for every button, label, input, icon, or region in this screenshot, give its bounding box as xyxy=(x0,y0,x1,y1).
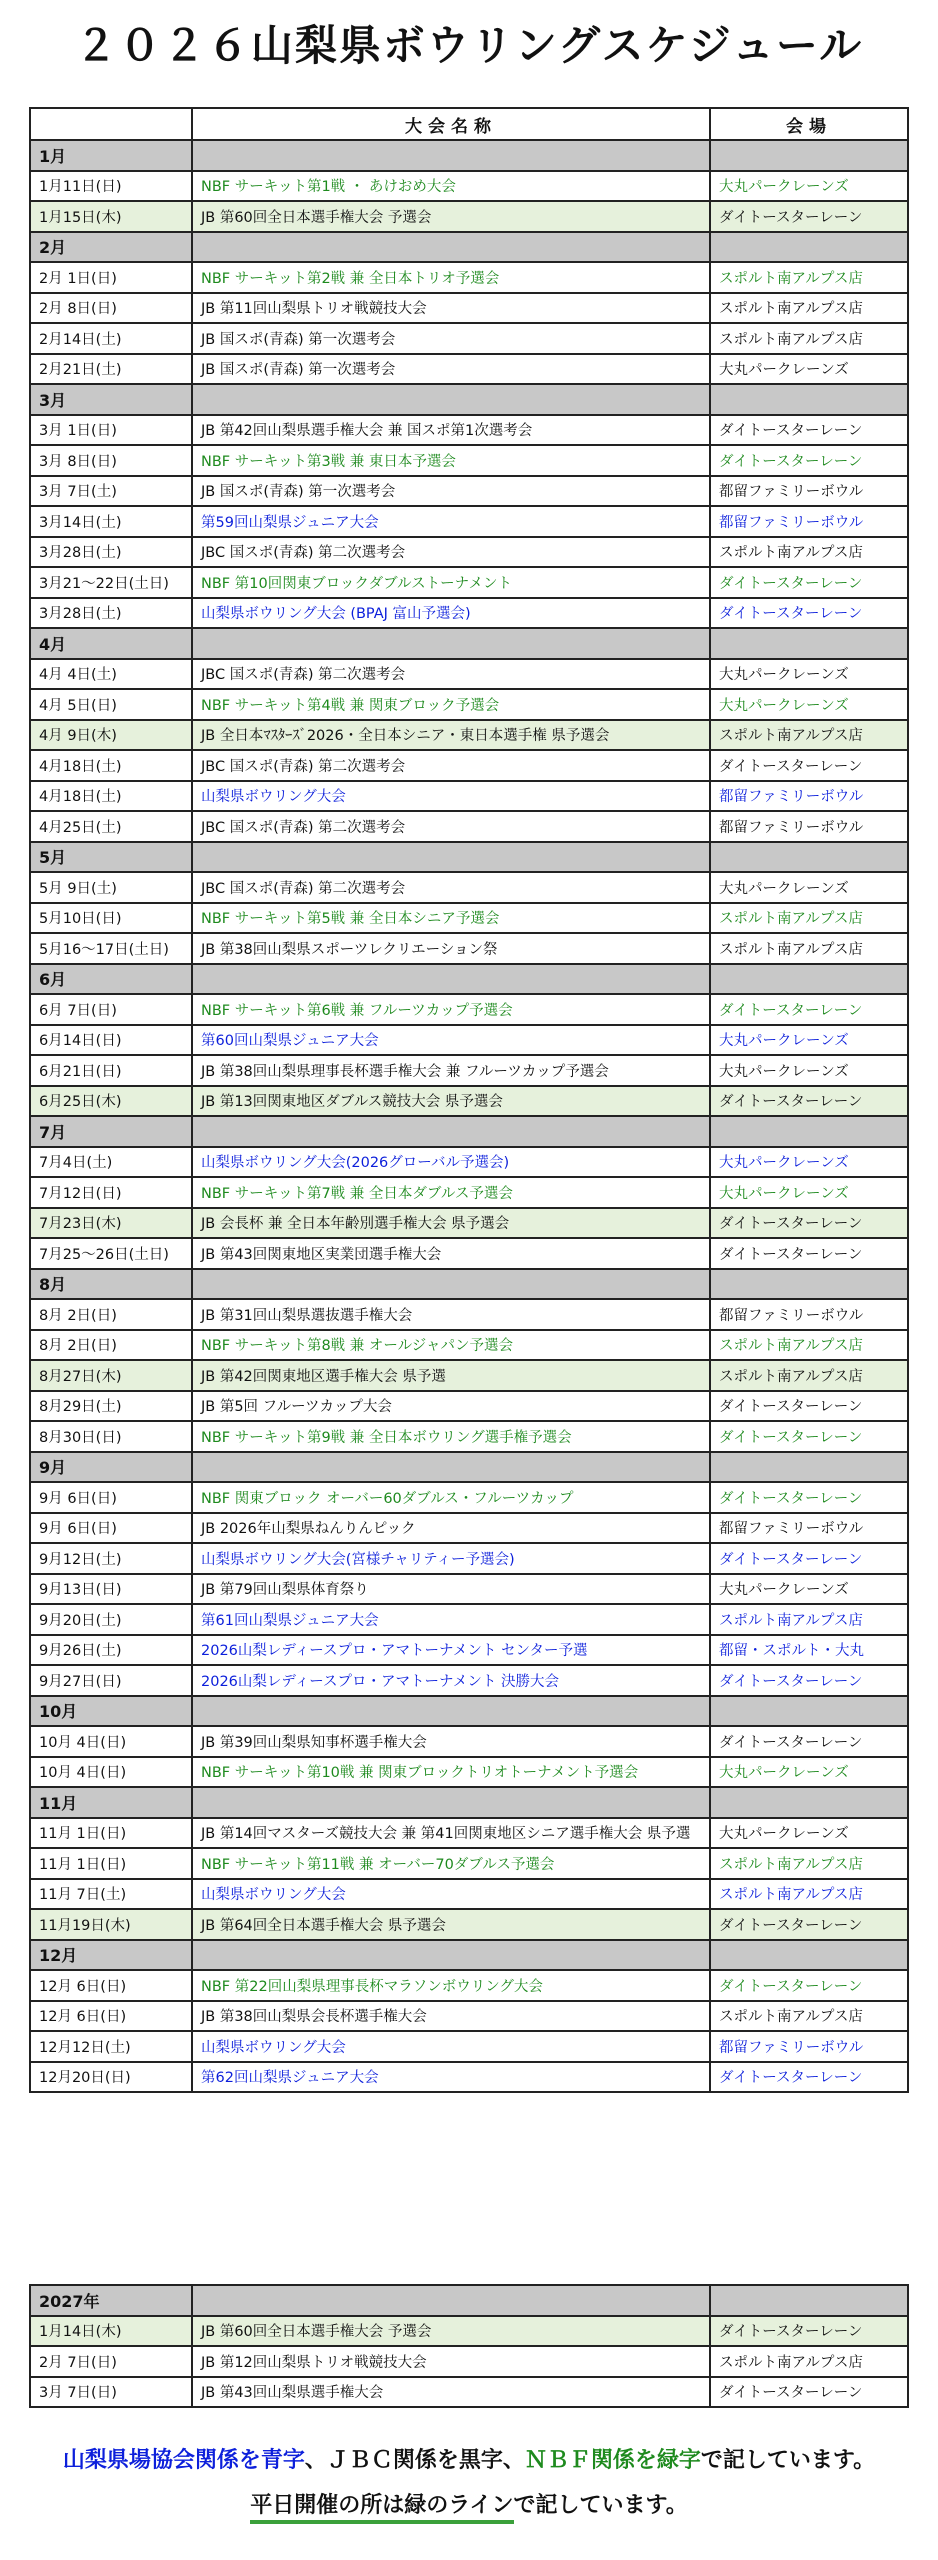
event-date: 9月 6日(日) xyxy=(30,1482,192,1513)
event-date: 9月20日(土) xyxy=(30,1604,192,1635)
event-venue: 都留ファミリーボウル xyxy=(710,781,908,812)
table-row xyxy=(30,720,908,751)
month-spacer xyxy=(192,2285,710,2316)
month-header-row xyxy=(30,1269,908,1300)
event-date: 9月27日(日) xyxy=(30,1665,192,1696)
event-name: JB 第43回山梨県選手権大会 xyxy=(192,2377,710,2408)
schedule-body-2027 xyxy=(30,2285,908,2407)
event-date: 3月28日(土) xyxy=(30,537,192,568)
event-name: 山梨県ボウリング大会(宮様チャリティー予選会) xyxy=(192,1543,710,1574)
event-name: JBC 国スポ(青森) 第二次選考会 xyxy=(192,750,710,781)
event-name: JB 国スポ(青森) 第一次選考会 xyxy=(192,323,710,354)
header-event: 大会名称 xyxy=(192,108,710,140)
table-row xyxy=(30,994,908,1025)
event-venue: 大丸パークレーンズ xyxy=(710,1177,908,1208)
event-name: NBF 関東ブロック オーバー60ダブルス・フルーツカップ xyxy=(192,1482,710,1513)
event-venue: 大丸パークレーンズ xyxy=(710,1574,908,1605)
event-date: 3月21～22日(土日) xyxy=(30,567,192,598)
month-label: 7月 xyxy=(30,1116,192,1147)
table-row xyxy=(30,1574,908,1605)
legend-line-2 xyxy=(0,2491,938,2521)
table-row xyxy=(30,354,908,385)
event-name: 第62回山梨県ジュニア大会 xyxy=(192,2062,710,2093)
schedule-table xyxy=(29,107,909,2093)
event-venue: スポルト南アルプス店 xyxy=(710,323,908,354)
legend-segment: 、ＪＢＣ関係を黒字、 xyxy=(304,2448,525,2473)
month-label: 9月 xyxy=(30,1452,192,1483)
event-venue: ダイトースターレーン xyxy=(710,1086,908,1117)
event-venue: ダイトースターレーン xyxy=(710,750,908,781)
month-spacer xyxy=(710,140,908,171)
table-row xyxy=(30,2001,908,2032)
event-date: 3月28日(土) xyxy=(30,598,192,629)
table-row xyxy=(30,1543,908,1574)
event-date: 2月 7日(日) xyxy=(30,2346,192,2377)
event-date: 4月18日(土) xyxy=(30,750,192,781)
month-header-row xyxy=(30,2285,908,2316)
month-spacer xyxy=(192,140,710,171)
event-date: 9月 6日(日) xyxy=(30,1513,192,1544)
event-date: 11月 1日(日) xyxy=(30,1848,192,1879)
event-venue: スポルト南アルプス店 xyxy=(710,262,908,293)
event-venue: ダイトースターレーン xyxy=(710,1909,908,1940)
month-header-row xyxy=(30,842,908,873)
event-venue: ダイトースターレーン xyxy=(710,1391,908,1422)
month-label: 2027年 xyxy=(30,2285,192,2316)
table-row xyxy=(30,750,908,781)
event-name: 山梨県ボウリング大会 (BPAJ 富山予選会) xyxy=(192,598,710,629)
event-name: 第60回山梨県ジュニア大会 xyxy=(192,1025,710,1056)
schedule-body xyxy=(30,140,908,2092)
event-name: 山梨県ボウリング大会 xyxy=(192,1879,710,1910)
event-name: JB 第11回山梨県トリオ戦競技大会 xyxy=(192,293,710,324)
page-title: ２０２６山梨県ボウリングスケジュール xyxy=(74,21,864,70)
event-date: 7月25～26日(土日) xyxy=(30,1238,192,1269)
event-date: 4月 5日(日) xyxy=(30,689,192,720)
event-venue: ダイトースターレーン xyxy=(710,2062,908,2093)
month-spacer xyxy=(192,1787,710,1818)
table-row xyxy=(30,811,908,842)
event-venue: スポルト南アルプス店 xyxy=(710,1330,908,1361)
event-venue: スポルト南アルプス店 xyxy=(710,720,908,751)
table-row xyxy=(30,1208,908,1239)
month-label: 1月 xyxy=(30,140,192,171)
month-spacer xyxy=(192,842,710,873)
event-name: NBF サーキット第11戦 兼 オーバー70ダブルス予選会 xyxy=(192,1848,710,1879)
event-name: JB 第31回山梨県選抜選手権大会 xyxy=(192,1299,710,1330)
month-spacer xyxy=(192,1940,710,1971)
table-header-row xyxy=(30,108,908,140)
event-date: 5月16～17日(土日) xyxy=(30,933,192,964)
table-row xyxy=(30,689,908,720)
event-venue: ダイトースターレーン xyxy=(710,1665,908,1696)
event-date: 9月13日(日) xyxy=(30,1574,192,1605)
month-header-row xyxy=(30,384,908,415)
event-date: 8月 2日(日) xyxy=(30,1330,192,1361)
event-name: NBF サーキット第1戦 ・ あけおめ大会 xyxy=(192,171,710,202)
event-venue: 大丸パークレーンズ xyxy=(710,689,908,720)
legend-segment: で記しています。 xyxy=(700,2448,876,2473)
table-row xyxy=(30,2346,908,2377)
event-name: JB 第5回 フルーツカップ大会 xyxy=(192,1391,710,1422)
event-date: 4月 4日(土) xyxy=(30,659,192,690)
event-name: JB 第13回関東地区ダブルス競技大会 県予選会 xyxy=(192,1086,710,1117)
event-name: JB 国スポ(青森) 第一次選考会 xyxy=(192,354,710,385)
table-row xyxy=(30,2031,908,2062)
month-spacer xyxy=(710,384,908,415)
event-name: JB 第14回マスターズ競技大会 兼 第41回関東地区シニア選手権大会 県予選 xyxy=(192,1818,710,1849)
month-header-row xyxy=(30,1116,908,1147)
event-venue: 大丸パークレーンズ xyxy=(710,1818,908,1849)
event-venue: ダイトースターレーン xyxy=(710,1543,908,1574)
table-row xyxy=(30,1025,908,1056)
event-name: JBC 国スポ(青森) 第二次選考会 xyxy=(192,659,710,690)
event-name: JBC 国スポ(青森) 第二次選考会 xyxy=(192,537,710,568)
month-spacer xyxy=(192,1452,710,1483)
table-row xyxy=(30,1421,908,1452)
table-row xyxy=(30,1909,908,1940)
table-row xyxy=(30,1513,908,1544)
event-venue: スポルト南アルプス店 xyxy=(710,537,908,568)
month-header-row xyxy=(30,628,908,659)
month-label: 10月 xyxy=(30,1696,192,1727)
table-row xyxy=(30,2062,908,2093)
table-row xyxy=(30,2377,908,2408)
event-name: JB 第60回全日本選手権大会 予選会 xyxy=(192,2316,710,2347)
month-header-row xyxy=(30,1452,908,1483)
table-row xyxy=(30,1330,908,1361)
table-row xyxy=(30,1635,908,1666)
event-venue: 大丸パークレーンズ xyxy=(710,1025,908,1056)
event-name: 2026山梨レディースプロ・アマトーナメント センター予選 xyxy=(192,1635,710,1666)
month-label: 12月 xyxy=(30,1940,192,1971)
table-row xyxy=(30,323,908,354)
event-name: 2026山梨レディースプロ・アマトーナメント 決勝大会 xyxy=(192,1665,710,1696)
month-label: 6月 xyxy=(30,964,192,995)
event-venue: ダイトースターレーン xyxy=(710,567,908,598)
event-venue: スポルト南アルプス店 xyxy=(710,1604,908,1635)
event-date: 3月14日(土) xyxy=(30,506,192,537)
event-name: JB 第43回関東地区実業団選手権大会 xyxy=(192,1238,710,1269)
event-date: 8月29日(土) xyxy=(30,1391,192,1422)
month-header-row xyxy=(30,1787,908,1818)
table-row xyxy=(30,415,908,446)
event-date: 1月14日(木) xyxy=(30,2316,192,2347)
event-name: NBF 第10回関東ブロックダブルストーナメント xyxy=(192,567,710,598)
table-row xyxy=(30,1086,908,1117)
event-venue: 都留ファミリーボウル xyxy=(710,1299,908,1330)
event-name: JB 2026年山梨県ねんりんピック xyxy=(192,1513,710,1544)
event-name: 山梨県ボウリング大会 xyxy=(192,781,710,812)
event-name: JB 第38回山梨県スポーツレクリエーション祭 xyxy=(192,933,710,964)
event-name: NBF サーキット第8戦 兼 オールジャパン予選会 xyxy=(192,1330,710,1361)
event-date: 3月 1日(日) xyxy=(30,415,192,446)
event-date: 2月 1日(日) xyxy=(30,262,192,293)
event-venue: 都留ファミリーボウル xyxy=(710,2031,908,2062)
legend-segment: ＮＢＦ関係を緑字 xyxy=(524,2448,701,2473)
event-date: 5月10日(日) xyxy=(30,903,192,934)
event-venue: ダイトースターレーン xyxy=(710,1970,908,2001)
event-venue: 都留・スポルト・大丸 xyxy=(710,1635,908,1666)
table-row xyxy=(30,1665,908,1696)
event-name: 山梨県ボウリング大会 xyxy=(192,2031,710,2062)
month-spacer xyxy=(710,1452,908,1483)
table-row xyxy=(30,598,908,629)
event-name: JB 会長杯 兼 全日本年齢別選手権大会 県予選会 xyxy=(192,1208,710,1239)
event-date: 6月 7日(日) xyxy=(30,994,192,1025)
event-date: 12月 6日(日) xyxy=(30,1970,192,2001)
table-row xyxy=(30,1360,908,1391)
event-name: JB 第12回山梨県トリオ戦競技大会 xyxy=(192,2346,710,2377)
event-date: 10月 4日(日) xyxy=(30,1757,192,1788)
event-name: 第59回山梨県ジュニア大会 xyxy=(192,506,710,537)
table-row xyxy=(30,567,908,598)
month-label: 2月 xyxy=(30,232,192,263)
event-venue: スポルト南アルプス店 xyxy=(710,293,908,324)
month-label: 5月 xyxy=(30,842,192,873)
table-row xyxy=(30,445,908,476)
event-name: JB 第60回全日本選手権大会 予選会 xyxy=(192,201,710,232)
month-spacer xyxy=(710,628,908,659)
event-venue: ダイトースターレーン xyxy=(710,1726,908,1757)
table-row xyxy=(30,1848,908,1879)
table-row xyxy=(30,1757,908,1788)
legend-weekday-note: 平日開催の所は緑のライン xyxy=(250,2493,513,2524)
month-spacer xyxy=(710,1116,908,1147)
event-date: 1月11日(日) xyxy=(30,171,192,202)
month-header-row xyxy=(30,1696,908,1727)
event-name: NBF サーキット第6戦 兼 フルーツカップ予選会 xyxy=(192,994,710,1025)
event-date: 4月18日(土) xyxy=(30,781,192,812)
table-row xyxy=(30,506,908,537)
table-row xyxy=(30,1055,908,1086)
event-venue: 大丸パークレーンズ xyxy=(710,1055,908,1086)
table-row xyxy=(30,1604,908,1635)
event-name: NBF サーキット第10戦 兼 関東ブロックトリオトーナメント予選会 xyxy=(192,1757,710,1788)
month-spacer xyxy=(710,1269,908,1300)
month-spacer xyxy=(710,2285,908,2316)
event-name: JB 第38回山梨県理事長杯選手権大会 兼 フルーツカップ予選会 xyxy=(192,1055,710,1086)
event-name: NBF サーキット第5戦 兼 全日本シニア予選会 xyxy=(192,903,710,934)
table-row xyxy=(30,1391,908,1422)
table-row xyxy=(30,1177,908,1208)
table-row xyxy=(30,293,908,324)
event-date: 5月 9日(土) xyxy=(30,872,192,903)
table-row xyxy=(30,476,908,507)
month-spacer xyxy=(192,1269,710,1300)
month-header-row xyxy=(30,1940,908,1971)
month-spacer xyxy=(192,1696,710,1727)
event-name: JB 第42回関東地区選手権大会 県予選 xyxy=(192,1360,710,1391)
event-venue: 大丸パークレーンズ xyxy=(710,1757,908,1788)
event-venue: 都留ファミリーボウル xyxy=(710,811,908,842)
event-date: 7月4日(土) xyxy=(30,1147,192,1178)
month-spacer xyxy=(710,1787,908,1818)
table-row xyxy=(30,933,908,964)
header-date xyxy=(30,108,192,140)
month-header-row xyxy=(30,140,908,171)
table-row xyxy=(30,903,908,934)
legend-line-1 xyxy=(0,2446,938,2476)
event-name: NBF サーキット第4戦 兼 関東ブロック予選会 xyxy=(192,689,710,720)
event-date: 6月14日(日) xyxy=(30,1025,192,1056)
event-venue: スポルト南アルプス店 xyxy=(710,1848,908,1879)
event-date: 2月14日(土) xyxy=(30,323,192,354)
event-name: JB 第79回山梨県体育祭り xyxy=(192,1574,710,1605)
table-row xyxy=(30,201,908,232)
table-row xyxy=(30,2316,908,2347)
table-row xyxy=(30,1879,908,1910)
month-spacer xyxy=(710,842,908,873)
event-name: JB 全日本ﾏｽﾀｰｽﾞ2026・全日本シニア・東日本選手権 県予選会 xyxy=(192,720,710,751)
month-spacer xyxy=(192,384,710,415)
event-date: 4月 9日(木) xyxy=(30,720,192,751)
event-name: JB 第39回山梨県知事杯選手権大会 xyxy=(192,1726,710,1757)
month-spacer xyxy=(710,1696,908,1727)
event-date: 11月 7日(土) xyxy=(30,1879,192,1910)
event-venue: ダイトースターレーン xyxy=(710,1482,908,1513)
event-venue: ダイトースターレーン xyxy=(710,445,908,476)
table-row xyxy=(30,1299,908,1330)
event-name: 山梨県ボウリング大会(2026グローバル予選会) xyxy=(192,1147,710,1178)
event-venue: ダイトースターレーン xyxy=(710,994,908,1025)
event-venue: 都留ファミリーボウル xyxy=(710,1513,908,1544)
event-date: 3月 7日(日) xyxy=(30,2377,192,2408)
month-label: 11月 xyxy=(30,1787,192,1818)
event-name: JBC 国スポ(青森) 第二次選考会 xyxy=(192,872,710,903)
event-name: NBF サーキット第3戦 兼 東日本予選会 xyxy=(192,445,710,476)
table-row xyxy=(30,659,908,690)
legend-line-2-rest: で記しています。 xyxy=(513,2493,688,2518)
table-row xyxy=(30,1482,908,1513)
event-date: 6月25日(木) xyxy=(30,1086,192,1117)
event-date: 12月20日(日) xyxy=(30,2062,192,2093)
event-date: 9月26日(土) xyxy=(30,1635,192,1666)
header-venue: 会場 xyxy=(710,108,908,140)
event-date: 11月 1日(日) xyxy=(30,1818,192,1849)
month-spacer xyxy=(710,964,908,995)
event-venue: ダイトースターレーン xyxy=(710,1238,908,1269)
table-row xyxy=(30,1818,908,1849)
table-row xyxy=(30,872,908,903)
event-venue: 大丸パークレーンズ xyxy=(710,659,908,690)
event-name: 第61回山梨県ジュニア大会 xyxy=(192,1604,710,1635)
event-venue: 大丸パークレーンズ xyxy=(710,171,908,202)
event-venue: 大丸パークレーンズ xyxy=(710,1147,908,1178)
event-venue: ダイトースターレーン xyxy=(710,2377,908,2408)
event-venue: スポルト南アルプス店 xyxy=(710,933,908,964)
event-date: 10月 4日(日) xyxy=(30,1726,192,1757)
event-name: JB 国スポ(青森) 第一次選考会 xyxy=(192,476,710,507)
event-venue: スポルト南アルプス店 xyxy=(710,903,908,934)
event-date: 2月 8日(日) xyxy=(30,293,192,324)
event-venue: ダイトースターレーン xyxy=(710,1208,908,1239)
event-name: JB 第42回山梨県選手権大会 兼 国スポ第1次選考会 xyxy=(192,415,710,446)
event-date: 8月30日(日) xyxy=(30,1421,192,1452)
table-row xyxy=(30,1238,908,1269)
event-venue: ダイトースターレーン xyxy=(710,201,908,232)
table-row xyxy=(30,1726,908,1757)
event-name: NBF 第22回山梨県理事長杯マラソンボウリング大会 xyxy=(192,1970,710,2001)
event-venue: ダイトースターレーン xyxy=(710,2316,908,2347)
month-spacer xyxy=(192,232,710,263)
table-row xyxy=(30,262,908,293)
table-row xyxy=(30,1147,908,1178)
event-venue: 大丸パークレーンズ xyxy=(710,354,908,385)
event-date: 7月23日(木) xyxy=(30,1208,192,1239)
month-label: 3月 xyxy=(30,384,192,415)
event-date: 3月 7日(土) xyxy=(30,476,192,507)
table-row xyxy=(30,781,908,812)
event-name: JB 第64回全日本選手権大会 県予選会 xyxy=(192,1909,710,1940)
event-venue: スポルト南アルプス店 xyxy=(710,1879,908,1910)
month-label: 8月 xyxy=(30,1269,192,1300)
event-venue: スポルト南アルプス店 xyxy=(710,1360,908,1391)
event-date: 12月 6日(日) xyxy=(30,2001,192,2032)
table-row xyxy=(30,537,908,568)
month-spacer xyxy=(192,1116,710,1147)
event-venue: ダイトースターレーン xyxy=(710,415,908,446)
event-date: 8月27日(木) xyxy=(30,1360,192,1391)
table-row xyxy=(30,171,908,202)
event-date: 4月25日(土) xyxy=(30,811,192,842)
event-date: 8月 2日(日) xyxy=(30,1299,192,1330)
event-date: 3月 8日(日) xyxy=(30,445,192,476)
event-venue: スポルト南アルプス店 xyxy=(710,2001,908,2032)
month-header-row xyxy=(30,964,908,995)
event-name: NBF サーキット第2戦 兼 全日本トリオ予選会 xyxy=(192,262,710,293)
month-spacer xyxy=(192,628,710,659)
event-date: 2月21日(土) xyxy=(30,354,192,385)
event-name: NBF サーキット第9戦 兼 全日本ボウリング選手権予選会 xyxy=(192,1421,710,1452)
month-header-row xyxy=(30,232,908,263)
event-venue: 大丸パークレーンズ xyxy=(710,872,908,903)
event-venue: スポルト南アルプス店 xyxy=(710,2346,908,2377)
month-label: 4月 xyxy=(30,628,192,659)
month-spacer xyxy=(192,964,710,995)
event-venue: ダイトースターレーン xyxy=(710,598,908,629)
legend-segment: 山梨県場協会関係を青字 xyxy=(62,2448,305,2473)
event-date: 7月12日(日) xyxy=(30,1177,192,1208)
table-row xyxy=(30,1970,908,2001)
month-spacer xyxy=(710,1940,908,1971)
event-venue: ダイトースターレーン xyxy=(710,1421,908,1452)
schedule-table-2027 xyxy=(29,2284,909,2408)
event-venue: 都留ファミリーボウル xyxy=(710,476,908,507)
event-name: JBC 国スポ(青森) 第二次選考会 xyxy=(192,811,710,842)
event-name: NBF サーキット第7戦 兼 全日本ダブルス予選会 xyxy=(192,1177,710,1208)
event-date: 6月21日(日) xyxy=(30,1055,192,1086)
event-name: JB 第38回山梨県会長杯選手権大会 xyxy=(192,2001,710,2032)
event-venue: 都留ファミリーボウル xyxy=(710,506,908,537)
month-spacer xyxy=(710,232,908,263)
event-date: 1月15日(木) xyxy=(30,201,192,232)
event-date: 11月19日(木) xyxy=(30,1909,192,1940)
event-date: 12月12日(土) xyxy=(30,2031,192,2062)
event-date: 9月12日(土) xyxy=(30,1543,192,1574)
